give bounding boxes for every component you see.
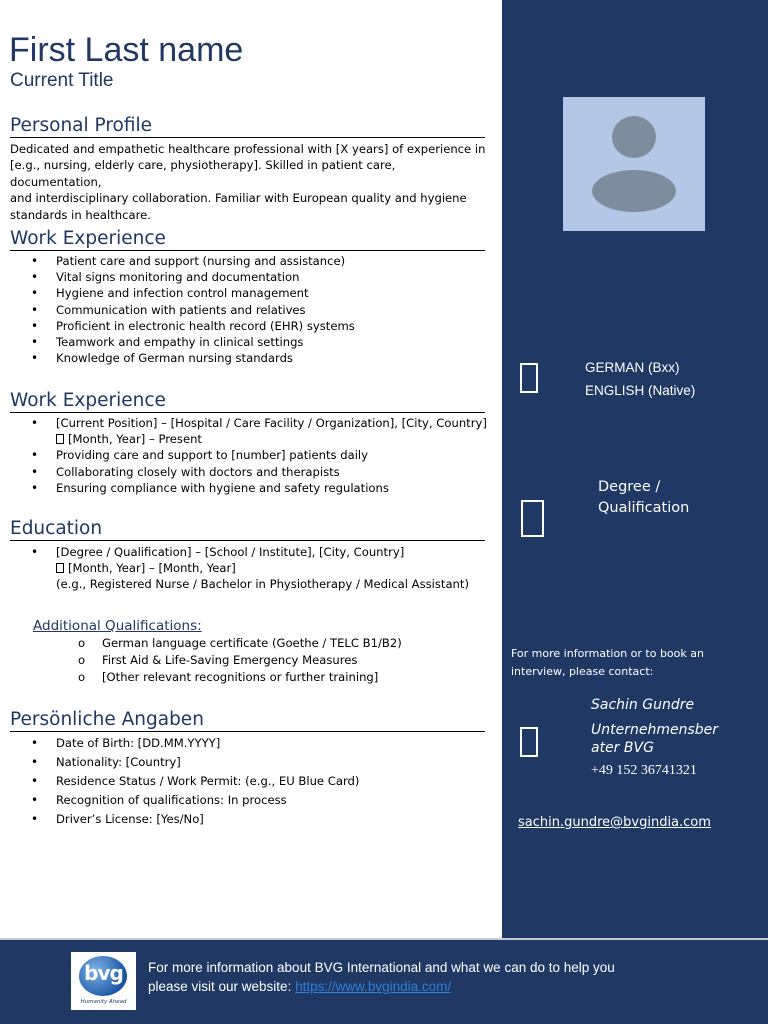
website-link[interactable]: https://www.bvgindia.com/ [295, 979, 452, 994]
list-item: o German language certificate (Goethe / TELC B1/B2) [78, 636, 402, 650]
contact-email-link[interactable]: sachin.gundre@bvgindia.com [518, 815, 711, 830]
footer-text-line: please visit our website: https://www.bvgindia.com/ [148, 979, 452, 994]
contact-icon [520, 727, 538, 757]
list-item: • Collaborating closely with doctors and therapists [31, 464, 340, 479]
contact-name: Sachin Gundre [591, 697, 695, 713]
section-heading-personal-details: Persönliche Angaben [10, 709, 485, 732]
experience-list [0, 415, 487, 496]
list-item: • Recognition of qualifications: In process [31, 793, 287, 807]
list-item: • [Current Position] – [Hospital / Care Facility / Organization], [City, Country] [Month, Year] – Present [31, 416, 487, 447]
language-item: ENGLISH (Native) [585, 383, 696, 398]
language-item: GERMAN (Bxx) [585, 360, 680, 375]
list-item: • Providing care and support to [number] patients daily [31, 448, 369, 463]
candidate-name: First Last name [9, 31, 244, 69]
additional-qualifications-list [0, 635, 402, 685]
bvg-logo [71, 952, 136, 1010]
list-item: • Ensuring compliance with hygiene and safety regulations [31, 480, 389, 495]
section-heading-personal-profile: Personal Profile [10, 115, 485, 138]
list-item: • Knowledge of German nursing standards [31, 351, 293, 366]
profile-photo-placeholder [563, 97, 705, 231]
list-item: • Driver’s License: [Yes/No] [31, 812, 204, 826]
sidebar-degree: Degree / Qualification [598, 479, 690, 516]
personal-details-list [0, 734, 359, 829]
section-heading-skills: Work Experience [10, 228, 485, 251]
logo-wordmark: bvg [84, 961, 123, 985]
profile-paragraph [10, 141, 486, 223]
additional-qualifications-heading: Additional Qualifications: [33, 618, 202, 634]
list-item: • Date of Birth: [DD.MM.YYYY] [31, 736, 221, 750]
avatar-head [612, 116, 656, 158]
profile-line: standards in healthcare. [10, 207, 151, 222]
contact-phone: +49 152 36741321 [591, 763, 697, 778]
section-heading-education: Education [10, 518, 485, 541]
list-item: • Teamwork and empathy in clinical settings [31, 335, 304, 350]
footer-text-line: For more information about BVG International and what we can do to help you [148, 960, 615, 975]
calendar-icon [56, 434, 64, 444]
list-item: • Proficient in electronic health record (EHR) systems [31, 318, 355, 333]
list-item: • Residence Status / Work Permit: (e.g., EU Blue Card) [31, 774, 360, 788]
education-list [0, 544, 469, 593]
profile-line: [e.g., nursing, elderly care, physiotherapy]. Skilled in patient care, documentation, [10, 158, 396, 189]
list-item: • [Degree / Qualification] – [School / Institute], [City, Country] [Month, Year] – [Month, Year] (e.g., Registered Nurse / Bachelor in Physiotherapy / Medical Assistant) [31, 545, 469, 592]
list-item: • Hygiene and infection control management [31, 286, 309, 301]
language-icon [520, 363, 538, 393]
calendar-icon [56, 563, 64, 573]
skills-list [0, 253, 355, 366]
list-item: o [Other relevant recognitions or further training] [78, 669, 379, 684]
list-item: • Patient care and support (nursing and assistance) [31, 254, 346, 268]
profile-line: and interdisciplinary collaboration. Familiar with European quality and hygiene [10, 191, 467, 206]
contact-company: Unternehmensber ater BVG [591, 722, 719, 756]
section-heading-work-experience: Work Experience [10, 390, 485, 413]
current-title: Current Title [10, 70, 114, 91]
list-item: • Communication with patients and relatives [31, 302, 306, 317]
profile-line: Dedicated and empathetic healthcare professional with [X years] of experience in [10, 142, 486, 156]
contact-intro: For more information or to book an interview, please contact: [511, 647, 704, 678]
logo-tagline: Humanity Ahead [80, 999, 127, 1005]
list-item: • Nationality: [Country] [31, 755, 181, 769]
list-item: • Vital signs monitoring and documentation [31, 270, 300, 285]
list-item: o First Aid & Life-Saving Emergency Measures [78, 652, 358, 667]
education-icon [521, 500, 544, 537]
avatar-body [592, 170, 676, 212]
